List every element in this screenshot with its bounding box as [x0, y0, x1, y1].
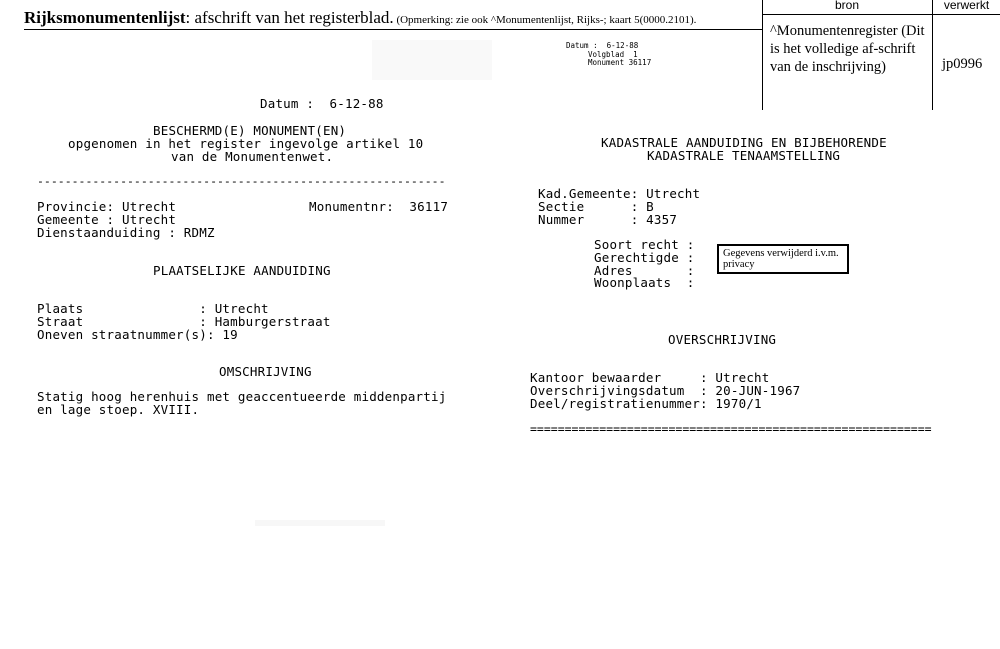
verwerkt-value: jp0996 [942, 56, 983, 72]
header-title-rest: : afschrift van het registerblad. [185, 8, 394, 27]
privacy-redaction-box [717, 244, 849, 274]
plaatselijke-heading: PLAATSELIJKE AANDUIDING [153, 263, 331, 278]
header-title-bold: Rijksmonumentenlijst [24, 8, 186, 27]
deel-field: Deel/registratienummer: 1970/1 [530, 396, 762, 411]
sectie-field: Sectie : B [538, 199, 654, 214]
scan-smudge [372, 40, 492, 80]
table-divider-middle [932, 0, 933, 110]
scan-smudge [255, 520, 385, 526]
overschrijvingsdatum-field: Overschrijvingsdatum : 20-JUN-1967 [530, 383, 801, 398]
header-rule [24, 29, 762, 30]
kadastrale-heading: KADASTRALE AANDUIDING EN BIJBEHORENDE [601, 135, 887, 150]
beschermd-heading: BESCHERMD(E) MONUMENT(EN) [153, 123, 347, 138]
table-divider-left [762, 0, 763, 110]
header-note: (Opmerking: zie ook ^Monumentenlijst, Rijks-; kaart 5(0000.2101). [393, 14, 697, 26]
table-header-rule [762, 14, 1000, 15]
column-header-bron: bron [834, 0, 860, 12]
header-title [24, 8, 696, 28]
omschrijving-heading: OMSCHRIJVING [219, 364, 312, 379]
monumentnr-field: Monumentnr: 36117 [309, 199, 449, 214]
soort-recht-label: Soort recht : [594, 237, 695, 252]
plaats-field: Plaats : Utrecht [37, 301, 269, 316]
oneven-field: Oneven straatnummer(s): 19 [37, 327, 238, 342]
straat-field: Straat : Hamburgerstraat [37, 314, 331, 329]
nummer-field: Nummer : 4357 [538, 212, 678, 227]
overschrijving-heading: OVERSCHRIJVING [668, 332, 777, 347]
stamp-line: Volgblad 1 [588, 49, 638, 59]
kantoor-field: Kantoor bewaarder : Utrecht [530, 370, 770, 385]
gerechtigde-label: Gerechtigde : [594, 250, 695, 265]
equals-rule: ========================================================== [530, 422, 932, 436]
provincie-field: Provincie: Utrecht [37, 199, 177, 214]
woonplaats-label: Woonplaats : [594, 275, 695, 290]
dienst-field: Dienstaanduiding : RDMZ [37, 225, 215, 240]
stamp-line: Monument 36117 [588, 58, 652, 67]
datum-line: Datum : 6-12-88 [260, 96, 384, 111]
dash-rule: ----------------------------------------------------------- [37, 174, 446, 188]
privacy-text: Gegevens verwijderd i.v.m. privacy [723, 248, 839, 270]
kad-gemeente-field: Kad.Gemeente: Utrecht [538, 186, 701, 201]
column-header-verwerkt: verwerkt [943, 0, 990, 12]
beschermd-subline: van de Monumentenwet. [171, 149, 334, 164]
document-stamp [566, 42, 651, 68]
stamp-line: Datum : 6-12-88 [566, 41, 639, 50]
bron-value: ^Monumentenregister (Dit is het volledige af-schrift van de inschrijving) [770, 23, 925, 75]
omschrijving-text: Statig hoog herenhuis met geaccentueerde middenpartij [37, 389, 447, 404]
adres-label: Adres : [594, 263, 695, 278]
kadastrale-heading: KADASTRALE TENAAMSTELLING [647, 148, 841, 163]
omschrijving-text: en lage stoep. XVIII. [37, 402, 200, 417]
beschermd-subline: opgenomen in het register ingevolge artikel 10 [68, 136, 424, 151]
gemeente-field: Gemeente : Utrecht [37, 212, 177, 227]
